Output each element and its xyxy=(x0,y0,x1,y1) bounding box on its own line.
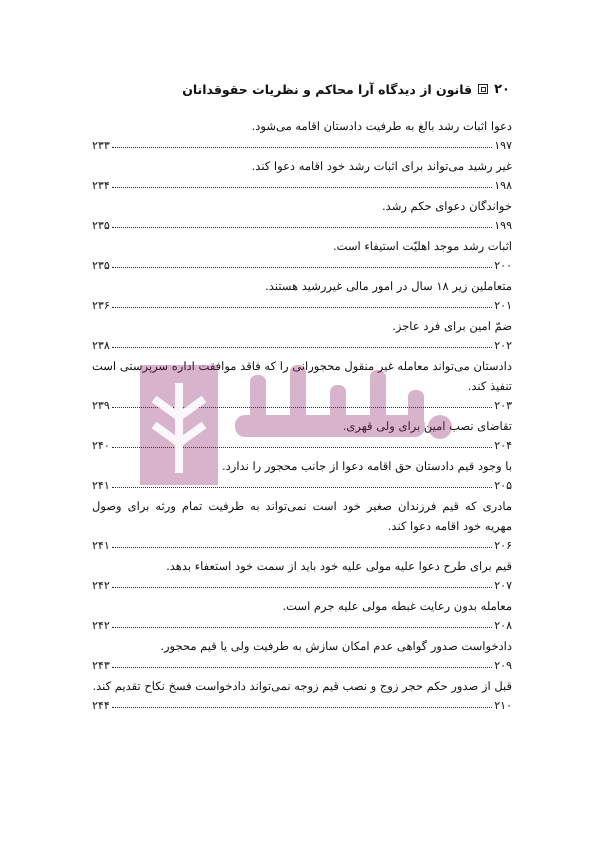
toc-entry-number: ۲۰۴ xyxy=(494,439,512,452)
toc-entries xyxy=(92,116,512,716)
toc-entry-page: ۲۴۰ xyxy=(92,439,110,452)
toc-entry-title: دعوا اثبات رشد بالغ به طرفیت دادستان اقامه می‌شود. xyxy=(251,119,512,133)
toc-entry-number: ۱۹۷ xyxy=(494,139,512,152)
toc-entry-number: ۲۰۳ xyxy=(494,399,512,412)
toc-entry-row xyxy=(92,336,512,352)
toc-entry-page: ۲۳۹ xyxy=(92,399,110,412)
toc-entry xyxy=(92,636,512,672)
toc-entry-row xyxy=(92,656,512,672)
toc-entry-page: ۲۳۸ xyxy=(92,339,110,352)
toc-entry xyxy=(92,116,512,152)
toc-entry xyxy=(92,316,512,352)
toc-entry-row xyxy=(92,136,512,152)
toc-entry-title: تقاضای نصب امین برای ولی قهری. xyxy=(342,419,512,433)
toc-entry-row xyxy=(92,436,512,452)
toc-entry-number: ۲۰۵ xyxy=(494,479,512,492)
toc-entry-title: قیم برای طرح دعوا علیه مولی علیه خود باید از سمت خود استعفاء بدهد. xyxy=(166,559,512,573)
toc-entry xyxy=(92,156,512,192)
toc-entry-title: دادخواست صدور گواهی عدم امکان سازش به طرفیت ولی یا قیم محجور. xyxy=(160,639,512,653)
dot-leader xyxy=(112,306,493,308)
toc-entry-row xyxy=(92,216,512,232)
toc-entry-page: ۲۳۵ xyxy=(92,219,110,232)
toc-entry-row xyxy=(92,616,512,632)
toc-entry-page: ۲۴۱ xyxy=(92,479,110,492)
dot-leader xyxy=(112,546,493,548)
toc-entry-page: ۲۳۳ xyxy=(92,139,110,152)
toc-entry-number: ۲۰۶ xyxy=(494,539,512,552)
toc-entry-page: ۲۳۴ xyxy=(92,179,110,192)
dot-leader xyxy=(112,266,493,268)
toc-entry-title: غیر رشید می‌تواند برای اثبات رشد خود اقامه دعوا کند. xyxy=(251,159,512,173)
toc-entry-number: ۱۹۹ xyxy=(494,219,512,232)
toc-entry-title: اثبات رشد موجد اهلیّت استیفاء است. xyxy=(332,239,512,253)
toc-entry-title: خواندگان دعوای حکم رشد. xyxy=(382,199,512,213)
toc-entry-row xyxy=(92,476,512,492)
toc-entry-row xyxy=(92,176,512,192)
toc-entry-number: ۲۰۸ xyxy=(494,619,512,632)
toc-entry-row xyxy=(92,396,512,412)
dot-leader xyxy=(112,226,493,228)
dot-leader xyxy=(112,346,493,348)
toc-entry-row xyxy=(92,576,512,592)
toc-entry-title: دادستان می‌تواند معامله غیر منقول محجورانی را که فاقد موافقت اداره سرپرستی است تنفیذ کند. xyxy=(92,359,512,393)
header-square-icon xyxy=(478,84,488,94)
toc-entry xyxy=(92,556,512,592)
toc-entry-number: ۲۱۰ xyxy=(494,699,512,712)
toc-entry-title: معامله بدون رعایت غبطه مولی علیه جرم است. xyxy=(282,599,512,613)
toc-entry-title: با وجود قیم دادستان حق اقامه دعوا از جانب محجور را ندارد. xyxy=(222,459,512,473)
toc-entry-row xyxy=(92,536,512,552)
toc-entry-number: ۲۰۰ xyxy=(494,259,512,272)
toc-entry-title: مادری که قیم فرزندان صغیر خود است نمی‌تواند به طرفیت تمام ورثه برای وصول مهریه خود اقامه دعوا کند. xyxy=(92,499,512,533)
toc-entry-number: ۲۰۱ xyxy=(494,299,512,312)
dot-leader xyxy=(112,186,493,188)
dot-leader xyxy=(112,706,493,708)
toc-entry-page: ۲۴۲ xyxy=(92,579,110,592)
toc-entry-title: قبل از صدور حکم حجر زوج و نصب قیم زوجه نمی‌تواند دادخواست فسخ نکاح تقدیم کند. xyxy=(92,679,512,693)
toc-entry xyxy=(92,596,512,632)
toc-entry xyxy=(92,456,512,492)
toc-entry-row xyxy=(92,696,512,712)
toc-entry-number: ۲۰۲ xyxy=(494,339,512,352)
dot-leader xyxy=(112,146,493,148)
toc-entry xyxy=(92,496,512,552)
toc-entry-title: متعاملین زیر ۱۸ سال در امور مالی غیررشید هستند. xyxy=(265,279,512,293)
running-header xyxy=(60,78,510,100)
dot-leader xyxy=(112,446,493,448)
toc-entry-page: ۲۳۶ xyxy=(92,299,110,312)
header-page-number: ۲۰ xyxy=(494,81,510,97)
toc-entry-page: ۲۴۲ xyxy=(92,619,110,632)
toc-entry-row xyxy=(92,296,512,312)
toc-entry-title: ضمّ امین برای فرد عاجز. xyxy=(392,319,512,333)
toc-entry-page: ۲۴۱ xyxy=(92,539,110,552)
toc-entry xyxy=(92,236,512,272)
dot-leader xyxy=(112,586,493,588)
toc-entry xyxy=(92,196,512,232)
toc-entry xyxy=(92,416,512,452)
dot-leader xyxy=(112,666,493,668)
dot-leader xyxy=(112,406,493,408)
dot-leader xyxy=(112,626,493,628)
dot-leader xyxy=(112,486,493,488)
toc-entry xyxy=(92,356,512,412)
toc-entry-number: ۱۹۸ xyxy=(494,179,512,192)
toc-entry-page: ۲۴۳ xyxy=(92,659,110,672)
toc-entry-number: ۲۰۷ xyxy=(494,579,512,592)
toc-entry xyxy=(92,676,512,712)
header-title: قانون از دیدگاه آرا محاکم و نظریات حقوقدانان xyxy=(182,81,473,97)
toc-entry xyxy=(92,276,512,312)
toc-entry-row xyxy=(92,256,512,272)
toc-entry-number: ۲۰۹ xyxy=(494,659,512,672)
toc-entry-page: ۲۴۴ xyxy=(92,699,110,712)
toc-entry-page: ۲۳۵ xyxy=(92,259,110,272)
